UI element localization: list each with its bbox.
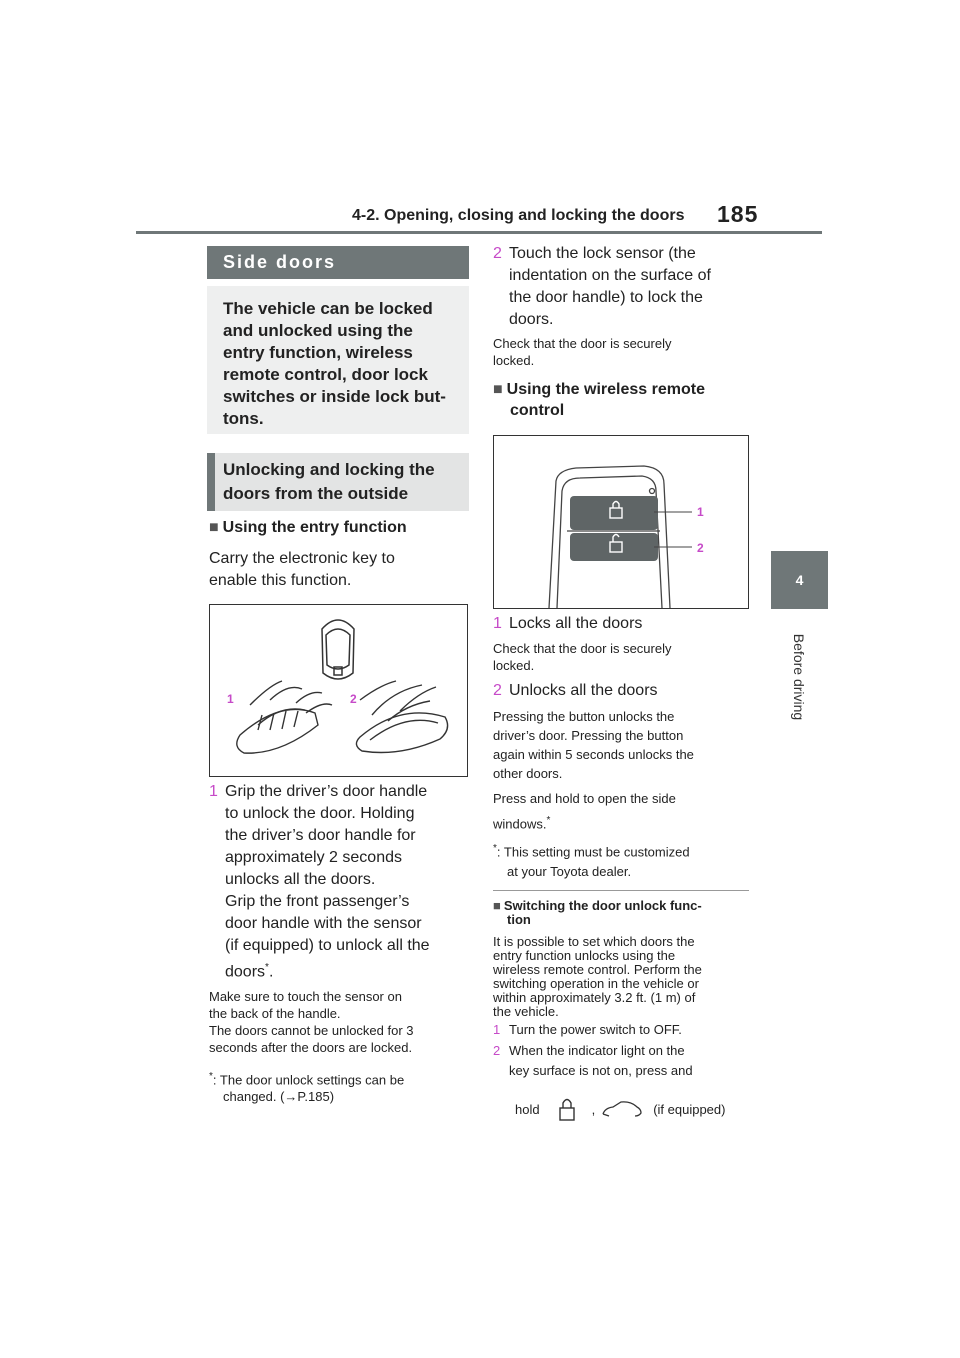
step1-line: the driver’s door handle for [225,827,416,844]
note-line: Make sure to touch the sensor on [209,989,402,1004]
check-line: locked. [493,658,535,673]
item2-line: driver’s door. Pressing the button [493,728,684,743]
sw-step1-number: 1 [493,1022,501,1037]
remote-heading-line: control [510,402,565,419]
switching-line: wireless remote control. Perform the [493,962,702,977]
item1-label: Locks all the doors [509,615,643,632]
subheading-line: doors from the outside [223,484,409,503]
step2-check [493,335,755,369]
door-handle-figure [209,604,468,777]
windows-line [493,811,755,833]
step1 [209,781,471,983]
switching-line: It is possible to set which doors the [493,934,695,949]
left-footnote [209,1068,471,1105]
chapter-number-tab: 4 [771,551,828,609]
entry-text-line: enable this function. [209,572,352,589]
sw-step2-line: key surface is not on, press and [509,1063,693,1078]
door-handle-illustration [210,605,467,776]
intro-line: entry function, wireless [223,343,413,362]
side-doors-heading: Side doors [207,246,469,279]
remote-heading-line: Using the wireless remote [506,381,705,398]
intro-line: remote control, door lock [223,365,428,384]
sw-step2-line: When the indicator light on the [509,1043,685,1058]
remote-item1 [493,613,755,635]
footnote-line: : The door unlock settings can be [212,1072,405,1088]
footnote-line: : This setting must be customized [496,844,690,860]
step2-line: indentation on the surface of [509,267,711,284]
remote-item2 [493,680,755,702]
step2-line: doors. [509,311,554,328]
item2-line: Pressing the button unlocks the [493,709,675,724]
section-divider [493,890,749,891]
hold-line [515,1093,760,1125]
entry-note [209,988,471,1056]
switching-line: the vehicle. [493,1004,559,1019]
switching-heading-line: tion [507,912,531,927]
check-line: Check that the door is securely [493,641,672,656]
intro-box [207,286,469,434]
entry-text [209,548,471,592]
step2-line: the door handle) to lock the [509,289,703,306]
square-bullet-icon: ■ [209,519,219,536]
step1-line: approximately 2 seconds [225,849,402,866]
footnote-line: changed. (→P.185) [223,1089,335,1105]
step1-line: Grip the front passenger’s [225,893,410,910]
entry-function-heading-text: Using the entry function [222,519,407,536]
footnote-line: at your Toyota dealer. [507,863,632,879]
switching-step1 [493,1021,755,1038]
hold-text: Press and hold to open the side [493,791,676,806]
item2-label: Unlocks all the doors [509,682,658,699]
figure-callout-2: 2 [350,692,357,706]
note-line: the back of the handle. [209,1006,341,1021]
step1-number: 1 [209,783,218,800]
intro-line: and unlocked using the [223,321,413,340]
step1-line: to unlock the door. Holding [225,805,415,822]
if-equipped: (if equipped) [653,1101,726,1117]
step1-line: door handle with the sensor [225,915,422,932]
right-footnote [493,839,755,861]
footnote-asterisk: * [493,843,497,855]
step1-line: Grip the driver’s door handle [225,783,428,800]
check-line: Check that the door is securely [493,336,672,351]
page-number: 185 [717,201,759,227]
switching-line: entry function unlocks using the [493,948,676,963]
item1-number: 1 [493,615,502,632]
step1-last-line [225,957,430,983]
item1-check [493,640,755,674]
key-fob-icon [322,620,354,679]
unlock-button [570,533,658,561]
lock-icon [552,1094,582,1124]
car-side-icon [601,1098,643,1120]
step1-line: unlocks all the doors. [225,871,376,888]
section-title: 4-2. Opening, closing and locking the doors [352,207,685,224]
lock-button [570,496,658,530]
subheading-line: Unlocking and locking the [223,460,435,479]
intro-line: switches or inside lock but- [223,387,446,406]
note-line: seconds after the doors are locked. [209,1040,413,1055]
switching-line: within approximately 3.2 ft. (1 m) of [493,990,696,1005]
remote-heading [493,379,755,421]
step1-period: . [268,963,274,981]
switching-step2 [493,1041,755,1081]
switching-line: switching operation in the vehicle or [493,976,699,991]
subheading-box [207,453,469,511]
remote-callout-1: 1 [697,505,704,519]
check-line: locked. [493,353,535,368]
windows-text: windows. [493,816,547,832]
switching-heading-line: Switching the door unlock func- [503,898,702,913]
step1-line: (if equipped) to unlock all the [225,937,430,954]
chapter-label-text: Before driving [791,633,808,721]
remote-illustration [494,436,748,608]
windows-asterisk: * [546,815,551,826]
item2-line: other doors. [493,766,563,781]
figure-callout-1: 1 [227,692,234,706]
step2-number: 2 [493,245,502,262]
square-bullet-icon: ■ [493,381,503,398]
item2-number: 2 [493,682,502,699]
item2-text [493,707,755,881]
remote-callout-2: 2 [697,541,704,555]
header-rule [136,231,822,234]
intro-line: tons. [223,409,264,428]
hold-word: hold [515,1101,540,1117]
step2-line: Touch the lock sensor (the [509,245,696,262]
intro-line: The vehicle can be locked [223,299,433,318]
step1-asterisk: * [265,962,269,973]
note-line: The doors cannot be unlocked for 3 [209,1023,414,1038]
step2 [493,243,763,331]
footnote-asterisk: * [209,1071,213,1082]
step1-last-word: doors [225,963,266,981]
remote-figure [493,435,749,609]
sw-step2-number: 2 [493,1043,501,1058]
switching-heading [493,899,755,927]
item2-line: again within 5 seconds unlocks the [493,747,694,762]
sw-step1-text: Turn the power switch to OFF. [509,1022,682,1037]
chapter-label [771,622,828,732]
switching-text [493,935,755,1019]
entry-function-heading [209,519,407,537]
entry-text-line: Carry the electronic key to [209,550,395,567]
square-bullet-icon: ■ [493,898,501,913]
hold-comma: , [591,1101,596,1117]
